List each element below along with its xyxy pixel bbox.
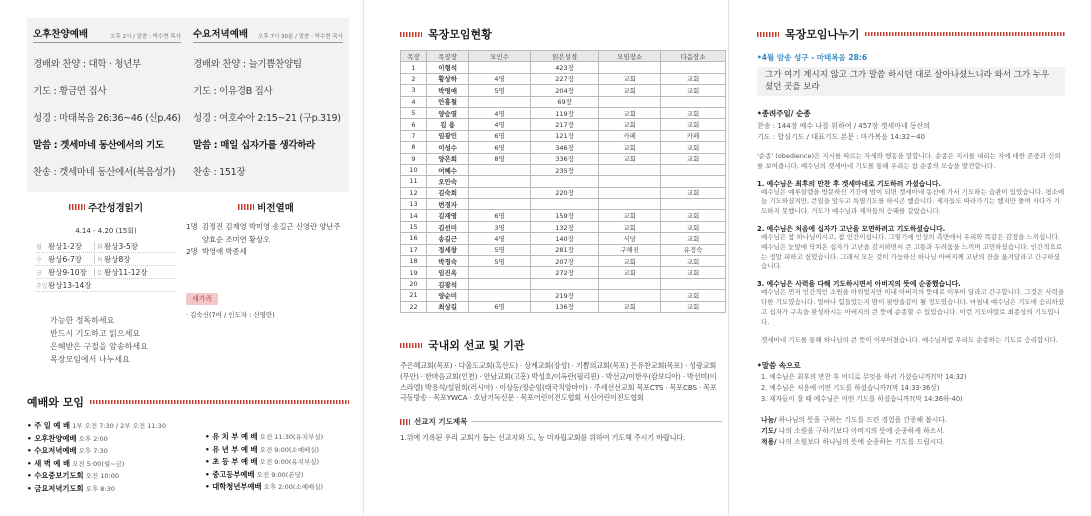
table-cell: 4명 bbox=[469, 233, 531, 244]
table-cell: 220장 bbox=[531, 187, 599, 198]
vision-fruit bbox=[186, 200, 346, 319]
afternoon-service-sermon: 말씀 : 겟세마네 동산에서의 기도 bbox=[33, 140, 164, 151]
missions bbox=[400, 337, 722, 444]
table-cell: 송길근 bbox=[427, 233, 469, 244]
meeting-item bbox=[27, 483, 205, 496]
wednesday-service-box bbox=[187, 18, 349, 192]
table-cell bbox=[661, 96, 726, 107]
table-row bbox=[401, 142, 726, 153]
meeting-item bbox=[205, 481, 323, 494]
table-cell: 황상하 bbox=[427, 73, 469, 84]
table-cell: 281장 bbox=[531, 244, 599, 255]
decoration-stripes bbox=[238, 204, 254, 210]
table-cell: 임광민 bbox=[427, 130, 469, 141]
table-cell: 교회 bbox=[661, 210, 726, 221]
closing-item bbox=[757, 426, 1065, 437]
point-heading: 1. 예수님은 최후의 만찬 후 겟세마네로 기도하러 가셨습니다. bbox=[757, 179, 942, 188]
table-cell: 6명 bbox=[469, 301, 531, 312]
table-cell bbox=[469, 199, 531, 210]
table-row bbox=[401, 256, 726, 267]
table-cell: 5명 bbox=[469, 85, 531, 96]
table-header: 목장 bbox=[401, 51, 427, 62]
sermon-section-title: •종려주일/ 순종 bbox=[757, 109, 811, 118]
wednesday-service-line: 기도 : 이유경B 집사 bbox=[193, 86, 273, 97]
decoration-stripes bbox=[865, 32, 1065, 36]
table-cell: 최상길 bbox=[427, 301, 469, 312]
closing-item bbox=[757, 415, 1065, 426]
point-heading: 3. 예수님은 사력을 다해 기도하시면서 아버지의 뜻에 순종했습니다. bbox=[757, 280, 961, 289]
reading-day: 월 bbox=[36, 243, 42, 251]
meeting-name: • 대학청년부예배 bbox=[205, 482, 262, 491]
reading-row bbox=[36, 253, 176, 266]
meeting-time: 오후 7:30 bbox=[76, 447, 108, 455]
table-cell: 2 bbox=[401, 73, 427, 84]
table-cell: 336장 bbox=[531, 153, 599, 164]
table-cell: 교회 bbox=[661, 221, 726, 232]
meeting-time: 오전 5:00(월~금) bbox=[70, 459, 125, 468]
table-row bbox=[401, 210, 726, 221]
vision-item: 1명 김정진 김재영 박미영 송길근 신영란 양난주 양효순 조미연 황상오 bbox=[186, 222, 341, 244]
table-cell: 교회 bbox=[661, 267, 726, 278]
table-cell: 교회 bbox=[661, 142, 726, 153]
table-cell: 18 bbox=[401, 256, 427, 267]
intro-text: '순종' (obedience)은 지시를 따르는 자세와 행동을 말합니다. 순종은 지시를 내리는 자에 대한 존중과 신뢰를 보여줍니다. 예수님의 겟세마네 기도를 통해 우리는 참 순종의 모습을 발견합니다. bbox=[757, 152, 1061, 170]
table-cell: 안홍철 bbox=[427, 96, 469, 107]
meeting-item bbox=[27, 420, 205, 433]
table-cell: 양승열 bbox=[427, 107, 469, 118]
table-cell: 김광석 bbox=[427, 278, 469, 289]
table-cell: 교회 bbox=[661, 73, 726, 84]
meeting-item bbox=[27, 470, 205, 483]
new-family-text: · 김숙신(7여 / 인도자 : 신영란) bbox=[186, 310, 275, 319]
table-cell: 136장 bbox=[531, 301, 599, 312]
closing-value: 나의 소원보다 하나님의 뜻에 순종하는 기도를 드립시다. bbox=[776, 438, 945, 447]
table-row bbox=[401, 85, 726, 96]
memory-verse-ref: •4월 암송 성구 - 마태복음 28:6 bbox=[757, 53, 868, 62]
table-cell: 임진옥 bbox=[427, 267, 469, 278]
table-cell bbox=[599, 290, 661, 301]
closing-key: 적용/ bbox=[761, 438, 777, 447]
table-cell: 8명 bbox=[469, 153, 531, 164]
closing-value: 나의 소원을 구하기보다 아버지의 뜻에 순종하게 하소서. bbox=[776, 427, 945, 436]
weekly-reading-title: 주간성경읽기 bbox=[87, 203, 144, 214]
wednesday-service-sermon: 말씀 : 매일 십자가를 생각하라 bbox=[193, 140, 316, 151]
reading-day: 금 bbox=[36, 269, 42, 277]
table-row bbox=[401, 301, 726, 312]
reading-row bbox=[36, 266, 176, 279]
table-row bbox=[401, 267, 726, 278]
table-cell: 5명 bbox=[469, 244, 531, 255]
table-header: 다음장소 bbox=[661, 51, 726, 62]
reading-range: 왕상9-10장 bbox=[48, 267, 87, 277]
table-cell: 3 bbox=[401, 85, 427, 96]
meeting-time: 오전 11:30(유치부실) bbox=[257, 433, 324, 441]
wednesday-service-line: 경배와 찬양 : 늘기쁨찬양팀 bbox=[193, 59, 302, 70]
table-cell: 교회 bbox=[661, 256, 726, 267]
table-cell bbox=[469, 176, 531, 187]
table-cell: 교회 bbox=[599, 210, 661, 221]
table-cell: 이성수 bbox=[427, 142, 469, 153]
table-cell: 유정숙 bbox=[661, 244, 726, 255]
table-cell: 교회 bbox=[599, 85, 661, 96]
meeting-status-table bbox=[400, 50, 726, 313]
table-row bbox=[401, 278, 726, 289]
prayer-line: 기도 : 합심기도 / 대표기도 본문 : 마가복음 14:32~40 bbox=[757, 133, 926, 141]
wednesday-service-line: 찬송 : 151장 bbox=[193, 167, 246, 178]
worship-meetings bbox=[27, 394, 349, 495]
afternoon-service-line: 경배와 찬양 : 대학 · 청년부 bbox=[33, 59, 141, 70]
table-cell: 217장 bbox=[531, 119, 599, 130]
decoration-stripes bbox=[400, 343, 422, 348]
panel-meeting-status bbox=[364, 0, 727, 516]
table-cell: 식당 bbox=[599, 233, 661, 244]
decoration-stripes bbox=[757, 32, 779, 37]
table-cell: 김선미 bbox=[427, 221, 469, 232]
closing-key: 나눔/ bbox=[761, 416, 777, 425]
afternoon-service-box bbox=[27, 18, 187, 192]
table-cell bbox=[599, 62, 661, 73]
questions-title: •말씀 속으로 bbox=[757, 361, 801, 371]
table-row bbox=[401, 107, 726, 118]
table-cell bbox=[661, 199, 726, 210]
meeting-name: • 새 벽 예 배 bbox=[27, 458, 71, 468]
table-row bbox=[401, 244, 726, 255]
table-cell: 4 bbox=[401, 96, 427, 107]
meeting-name: • 중고등부예배 bbox=[205, 469, 255, 479]
table-cell: 교회 bbox=[599, 73, 661, 84]
table-row bbox=[401, 199, 726, 210]
mission-prayer-title: 선교지 기도제목 bbox=[414, 417, 468, 427]
table-cell: 272장 bbox=[531, 267, 599, 278]
table-cell: 12 bbox=[401, 187, 427, 198]
table-header: 읽은성경 bbox=[531, 51, 599, 62]
meeting-item bbox=[205, 444, 323, 457]
table-cell: 6명 bbox=[469, 210, 531, 221]
table-cell: 22 bbox=[401, 301, 427, 312]
meeting-name: • 수요저녁예배 bbox=[27, 446, 77, 455]
table-cell: 카페 bbox=[661, 130, 726, 141]
table-cell: 4명 bbox=[469, 119, 531, 130]
table-row bbox=[401, 164, 726, 175]
table-cell bbox=[599, 176, 661, 187]
table-cell: 7 bbox=[401, 130, 427, 141]
table-cell bbox=[599, 278, 661, 289]
wednesday-service-title: 수요저녁예배 오후 7시 30분 / 말씀 : 박수현 목사 bbox=[193, 26, 343, 43]
table-cell: 교회 bbox=[599, 142, 661, 153]
table-cell: 교회 bbox=[661, 290, 726, 301]
missions-list: 주은혜교회(목포) · 다울도교회(흑산도) · 상계교회(장성) · 기쁨의교회(목포) 은유찬교회(목포) · 성광교회(무안) · 한마음교회(인천) · 안남교회(고흥) 박성호/이옥란(필리핀) · 박선교/이한우(캄보디아) · 박선미(이스라엘) 박용석/설원희(러시아) · 이상동/정순임(태국치앙마이) · 주세선선교회 목포CTS · 목포CBS · 목포극동방송 · 목포YWCA · 호남기독신문 · 목포어린이전도협회 서신어린이전도협회 bbox=[400, 361, 717, 403]
table-cell: 교회 bbox=[599, 107, 661, 118]
meeting-name: • 초 등 부 예 배 bbox=[205, 457, 258, 466]
table-cell: 오안숙 bbox=[427, 176, 469, 187]
point-heading: 2. 예수님은 처음에 십자가 고난을 모면하려고 기도하셨습니다. bbox=[757, 224, 946, 233]
table-cell bbox=[469, 267, 531, 278]
table-cell bbox=[469, 290, 531, 301]
reading-tip: 반드시 기도하고 읽으세요 bbox=[50, 329, 141, 338]
meeting-time: 오후 8:30 bbox=[83, 484, 115, 493]
table-cell: 14 bbox=[401, 210, 427, 221]
reading-row bbox=[36, 279, 176, 292]
meeting-item bbox=[205, 431, 323, 444]
table-cell bbox=[531, 278, 599, 289]
reading-day: 주일 bbox=[36, 282, 48, 290]
table-cell: 박영애 bbox=[427, 85, 469, 96]
table-cell: 235장 bbox=[531, 164, 599, 175]
panel-sharing bbox=[729, 0, 1091, 516]
table-cell: 교회 bbox=[599, 256, 661, 267]
vision-item: 2명 박영애 박종세 bbox=[186, 247, 247, 256]
table-cell: 6 bbox=[401, 119, 427, 130]
reading-tip: 목장모임에서 나누세요 bbox=[50, 355, 130, 364]
table-cell bbox=[469, 96, 531, 107]
closing-value: 하나님의 뜻을 구하는 기도를 드린 경험을 간증해 봅시다. bbox=[776, 416, 948, 425]
meeting-item bbox=[205, 469, 323, 482]
table-cell bbox=[469, 187, 531, 198]
hymn-line: 찬송 : 144장 예수 나를 위하여 / 457장 겟세마네 동산의 bbox=[757, 122, 931, 130]
meeting-name: • 유 치 부 예 배 bbox=[205, 432, 258, 441]
table-cell: 9 bbox=[401, 153, 427, 164]
meeting-time: 오후 2:00 bbox=[76, 434, 108, 443]
table-cell bbox=[599, 187, 661, 198]
decoration-stripes bbox=[400, 32, 422, 37]
meeting-name: • 수요중보기도회 bbox=[27, 471, 84, 480]
table-cell: 5 bbox=[401, 107, 427, 118]
table-cell: 정세창 bbox=[427, 244, 469, 255]
table-cell: 김숙희 bbox=[427, 187, 469, 198]
table-cell bbox=[469, 278, 531, 289]
table-cell: 교회 bbox=[661, 153, 726, 164]
table-cell: 양순미 bbox=[427, 290, 469, 301]
decoration-stripes bbox=[400, 419, 410, 425]
table-row bbox=[401, 73, 726, 84]
point-body: 예수님은 참 하나님이시고, 참 인간이십니다. 그렇기에 인성의 측면에서 우리와 똑같은 감정을 느끼십니다. 예수님은 눈앞에 닥쳐온 십자가 고난을 감지하면서 큰 고통과 두려움을 느끼며 고민하셨습니다. 인간적으로는 정말 피하고 싶었습니다. 그래서 모든 것이 가능하신 하나님 아버지께 고난의 잔을 옮겨달라고 간구하셨습니다. bbox=[761, 232, 1063, 271]
table-header: 모임장소 bbox=[599, 51, 661, 62]
table-cell: 16 bbox=[401, 233, 427, 244]
reading-day: 화 bbox=[94, 242, 104, 251]
reading-range: 왕상8장 bbox=[104, 254, 131, 264]
meeting-name: • 주 일 예 배 bbox=[27, 421, 71, 430]
point-body: 예수님은 먼저 인간적인 소원을 아뢰었지만 이내 아버지의 뜻대로 이루어 달라고 간구합니다. 그것은 사력을 다한 기도였습니다. 얼마나 힘들었는지 땀이 핏방울같이 될 정도였습니다. 마침내 예수님은 기도에 승리하셨고 십자가 구속을 완성하시는 아버지의 큰 뜻에 순종할 수 있었습니다. 이런 기도야말로 최종상의 기도입니다. bbox=[761, 288, 1065, 326]
table-cell: 159장 bbox=[531, 210, 599, 221]
table-cell bbox=[661, 176, 726, 187]
table-cell: 227장 bbox=[531, 73, 599, 84]
table-cell: 이형석 bbox=[427, 62, 469, 73]
reading-tip: 은혜받은 구절을 암송하세요 bbox=[50, 342, 148, 351]
reading-day: 수 bbox=[36, 256, 42, 264]
table-row bbox=[401, 290, 726, 301]
table-cell: 20 bbox=[401, 278, 427, 289]
table-row bbox=[401, 153, 726, 164]
table-cell: 교회 bbox=[661, 233, 726, 244]
table-row bbox=[401, 221, 726, 232]
table-cell: 423장 bbox=[531, 62, 599, 73]
table-cell: 17 bbox=[401, 244, 427, 255]
memory-verse: 그가 여기 계시지 않고 그가 말씀 하시던 대로 살아나셨느니라 와서 그가 누우셨던 곳을 보라 bbox=[757, 67, 1065, 96]
meeting-item bbox=[27, 445, 205, 458]
afternoon-service-line: 찬송 : 겟세마네 동산에서(복음성가) bbox=[33, 167, 176, 178]
table-cell: 1 bbox=[401, 62, 427, 73]
afternoon-service-line: 성경 : 마태복음 26:36~46 (신p.46) bbox=[33, 113, 181, 124]
table-cell: 219장 bbox=[531, 290, 599, 301]
meeting-name: • 금요저녁기도회 bbox=[27, 483, 84, 493]
table-cell: 21 bbox=[401, 290, 427, 301]
point-body: 예수님은 예루살렘을 방문하신 기간에 밤이 되면 겟세마네 동산에 가서 기도하는 습관이 있었습니다. 평소에 늘 기도하셨지만, 큰일을 앞두고 특별기도를 하시곤 했습니다. 제자들도 따라가기는 했지만 졸며 자다가 기도하지 못했니다. 기도가 예수님과 제자들의 승패를 갈랐습니다. bbox=[761, 187, 1065, 216]
table-cell: 4명 bbox=[469, 107, 531, 118]
table-cell: 346장 bbox=[531, 142, 599, 153]
table-row bbox=[401, 176, 726, 187]
table-cell bbox=[469, 62, 531, 73]
question: 3. 제자들이 잘 때 예수님은 어떤 기도를 하셨습니까?(막 14:36하-40) bbox=[761, 395, 963, 404]
table-cell: 교회 bbox=[599, 119, 661, 130]
table-cell: 교회 bbox=[599, 267, 661, 278]
table-cell: 11 bbox=[401, 176, 427, 187]
wednesday-service-line: 성경 : 여호수아 2:15~21 (구p.319) bbox=[193, 113, 341, 124]
afternoon-service-title: 오후찬양예배 오후 2시 / 말씀 : 박수현 목사 bbox=[33, 26, 181, 43]
decoration-stripes bbox=[69, 204, 85, 210]
worship-meetings-title: 예배와 모임 bbox=[27, 396, 84, 409]
panel-services bbox=[0, 0, 362, 516]
closing-item bbox=[757, 437, 1065, 448]
table-cell: 박정숙 bbox=[427, 256, 469, 267]
table-cell: 6명 bbox=[469, 142, 531, 153]
table-cell: 8 bbox=[401, 142, 427, 153]
question: 2. 예수님은 처음에 어떤 기도를 하셨습니까?(막 14:33-36상) bbox=[761, 384, 940, 393]
table-cell: 10 bbox=[401, 164, 427, 175]
table-cell: 119장 bbox=[531, 107, 599, 118]
closing-key: 기도/ bbox=[761, 427, 777, 436]
table-row bbox=[401, 130, 726, 141]
table-cell: 6명 bbox=[469, 130, 531, 141]
table-cell bbox=[599, 199, 661, 210]
meeting-time: 오전 10:00 bbox=[83, 472, 119, 480]
table-cell: 교회 bbox=[661, 187, 726, 198]
vision-title: 비전열매 bbox=[257, 203, 294, 214]
table-cell: 교회 bbox=[661, 107, 726, 118]
meeting-name: • 유 년 부 예 배 bbox=[205, 444, 258, 454]
reading-range: 왕상1-2장 bbox=[48, 241, 82, 251]
meeting-item bbox=[205, 456, 323, 469]
table-cell: 교회 bbox=[599, 301, 661, 312]
meeting-item bbox=[27, 433, 205, 446]
meeting-time: 오후 2:00(소예배실) bbox=[261, 483, 324, 491]
table-cell: 김 용 bbox=[427, 119, 469, 130]
table-cell: 교회 bbox=[599, 153, 661, 164]
meeting-time: 오전 9:00(유치부실) bbox=[257, 458, 320, 466]
table-cell: 207장 bbox=[531, 256, 599, 267]
decoration-stripes bbox=[90, 400, 349, 404]
table-row bbox=[401, 233, 726, 244]
table-cell: 204장 bbox=[531, 85, 599, 96]
table-cell: 김재영 bbox=[427, 210, 469, 221]
reading-range: 왕상13-14장 bbox=[48, 280, 92, 290]
table-cell: 교회 bbox=[661, 301, 726, 312]
table-cell: 카페 bbox=[599, 130, 661, 141]
table-row bbox=[401, 96, 726, 107]
table-cell bbox=[531, 199, 599, 210]
reading-row bbox=[36, 240, 176, 253]
meeting-time: 오전 9:00(소예배실) bbox=[257, 445, 320, 454]
table-cell bbox=[599, 164, 661, 175]
reading-range: 왕상3-5장 bbox=[104, 241, 138, 251]
table-cell: 5명 bbox=[469, 256, 531, 267]
table-row bbox=[401, 187, 726, 198]
table-row bbox=[401, 62, 726, 73]
new-family-badge: 새가족 bbox=[186, 293, 218, 305]
table-cell bbox=[469, 164, 531, 175]
reading-range: 왕상11-12장 bbox=[104, 267, 148, 277]
table-cell: 변경자 bbox=[427, 199, 469, 210]
table-row bbox=[401, 119, 726, 130]
table-cell: 교회 bbox=[661, 85, 726, 96]
table-cell bbox=[599, 96, 661, 107]
table-cell: 교회 bbox=[661, 119, 726, 130]
reading-day: 토 bbox=[94, 268, 104, 277]
mission-prayer-text: 1.위에 기록된 우리 교회가 돕는 선교지와 도, 능 미자립교회를 위하여 기도해 주시기 바랍니다. bbox=[400, 433, 686, 443]
table-cell: 15 bbox=[401, 221, 427, 232]
meeting-name: • 오후찬양예배 bbox=[27, 433, 77, 443]
reading-tip: 가능한 정독하세요 bbox=[50, 316, 115, 325]
table-cell: 121장 bbox=[531, 130, 599, 141]
table-cell: 교회 bbox=[599, 221, 661, 232]
reading-range: 왕상6-7장 bbox=[48, 254, 82, 264]
table-cell: 양은희 bbox=[427, 153, 469, 164]
table-cell: 어혜수 bbox=[427, 164, 469, 175]
table-cell: 13 bbox=[401, 199, 427, 210]
reading-day: 목 bbox=[94, 255, 104, 264]
question: 1. 예수님은 최후의 만찬 후 어디로 무엇을 하러 가셨습니까?(막 14:32) bbox=[761, 373, 967, 382]
meeting-item bbox=[27, 458, 205, 471]
sharing-title: 목장모임나누기 bbox=[785, 28, 860, 41]
meeting-time: 오전 9:00(본당) bbox=[254, 470, 304, 479]
table-cell: 132장 bbox=[531, 221, 599, 232]
table-cell: 19 bbox=[401, 267, 427, 278]
point-body: 겟세마네 기도를 통해 하나님의 큰 뜻이 이루어졌습니다. 예수님처럼 우리도 순종하는 기도로 승리합시다. bbox=[761, 336, 1058, 345]
table-header: 모인수 bbox=[469, 51, 531, 62]
meeting-time: 1부 오전 7:30 / 2부 오전 11:30 bbox=[70, 422, 166, 430]
table-cell bbox=[531, 176, 599, 187]
table-cell bbox=[661, 164, 726, 175]
table-cell: 구해진 bbox=[599, 244, 661, 255]
missions-title: 국내외 선교 및 기관 bbox=[428, 339, 525, 352]
table-cell: 69장 bbox=[531, 96, 599, 107]
table-cell: 3명 bbox=[469, 221, 531, 232]
weekly-reading bbox=[36, 200, 176, 366]
weekly-reading-period: 4.14 - 4.20 (15회) bbox=[75, 227, 137, 235]
table-header: 목장장 bbox=[427, 51, 469, 62]
table-cell bbox=[661, 278, 726, 289]
meeting-status-title: 목장모임현황 bbox=[428, 28, 492, 41]
table-cell: 4명 bbox=[469, 73, 531, 84]
table-cell bbox=[661, 62, 726, 73]
afternoon-service-line: 기도 : 황금연 집사 bbox=[33, 86, 107, 97]
table-cell: 140장 bbox=[531, 233, 599, 244]
